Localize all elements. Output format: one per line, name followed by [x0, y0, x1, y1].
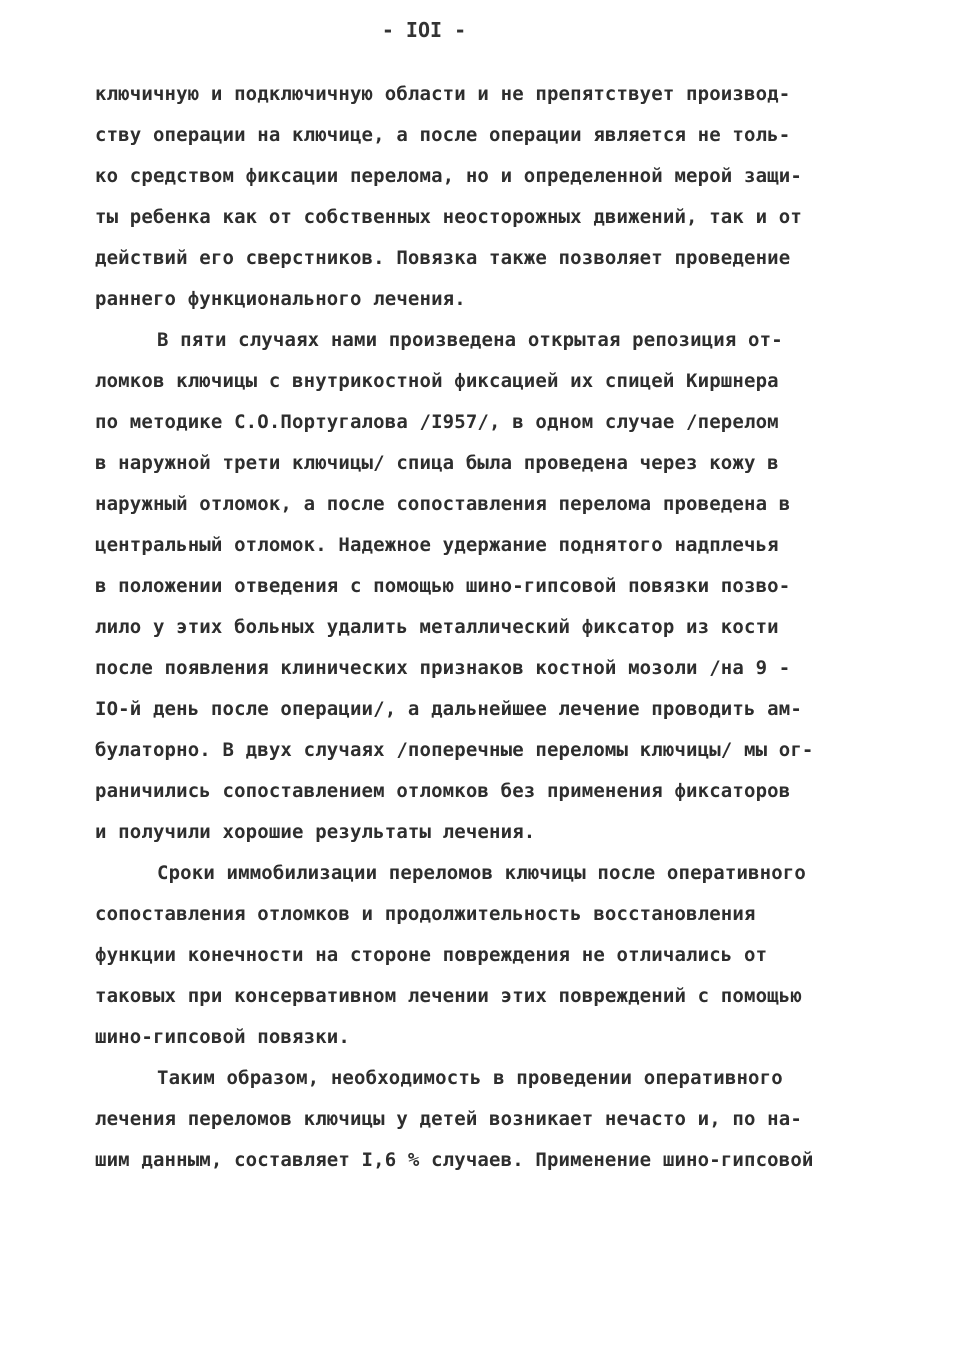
- text-line: ты ребенка как от собственных неосторожных движений, так и от: [95, 206, 802, 228]
- text-line: ключичную и подключичную области и не препятствует производ-: [95, 83, 791, 105]
- text-line: в наружной трети ключицы/ спица была проведена через кожу в: [95, 452, 779, 474]
- text-line: после появления клинических признаков костной мозоли /на 9 -: [95, 657, 791, 679]
- text-line: шино-гипсовой повязки.: [95, 1026, 350, 1048]
- text-line: и получили хорошие результаты лечения.: [95, 821, 536, 843]
- text-line: в положении отведения с помощью шино-гипсовой повязки позво-: [95, 575, 791, 597]
- text-line: шим данным, составляет I,6 % случаев. Применение шино-гипсовой: [95, 1149, 814, 1171]
- text-line: Таким образом, необходимость в проведении оперативного: [157, 1067, 783, 1089]
- text-line: наружный отломок, а после сопоставления перелома проведена в: [95, 493, 791, 515]
- text-line: ству операции на ключице, а после операции является не толь-: [95, 124, 791, 146]
- text-line: центральный отломок. Надежное удержание поднятого надплечья: [95, 534, 779, 556]
- text-line: IO-й день после операции/, а дальнейшее лечение проводить ам-: [95, 698, 802, 720]
- text-line: раничились сопоставлением отломков без применения фиксаторов: [95, 780, 791, 802]
- text-line: булаторно. В двух случаях /поперечные переломы ключицы/ мы ог-: [95, 739, 814, 761]
- text-line: по методике С.О.Португалова /I957/, в одном случае /перелом: [95, 411, 779, 433]
- text-line: раннего функционального лечения.: [95, 288, 466, 310]
- text-line: ко средством фиксации перелома, но и определенной мерой защи-: [95, 165, 802, 187]
- text-line: действий его сверстников. Повязка также позволяет проведение: [95, 247, 791, 269]
- text-line: Сроки иммобилизации переломов ключицы после оперативного: [157, 862, 806, 884]
- text-line: таковых при консервативном лечении этих повреждений с помощью: [95, 985, 802, 1007]
- text-line: сопоставления отломков и продолжительность восстановления: [95, 903, 756, 925]
- text-line: лило у этих больных удалить металлический фиксатор из кости: [95, 616, 779, 638]
- text-line: ломков ключицы с внутрикостной фиксацией их спицей Киршнера: [95, 370, 779, 392]
- text-line: функции конечности на стороне повреждения не отличались от: [95, 944, 768, 966]
- text-line: лечения переломов ключицы у детей возникает нечасто и, по на-: [95, 1108, 802, 1130]
- text-line: В пяти случаях нами произведена открытая репозиция от-: [157, 329, 783, 351]
- page-number: - IOI -: [381, 18, 467, 42]
